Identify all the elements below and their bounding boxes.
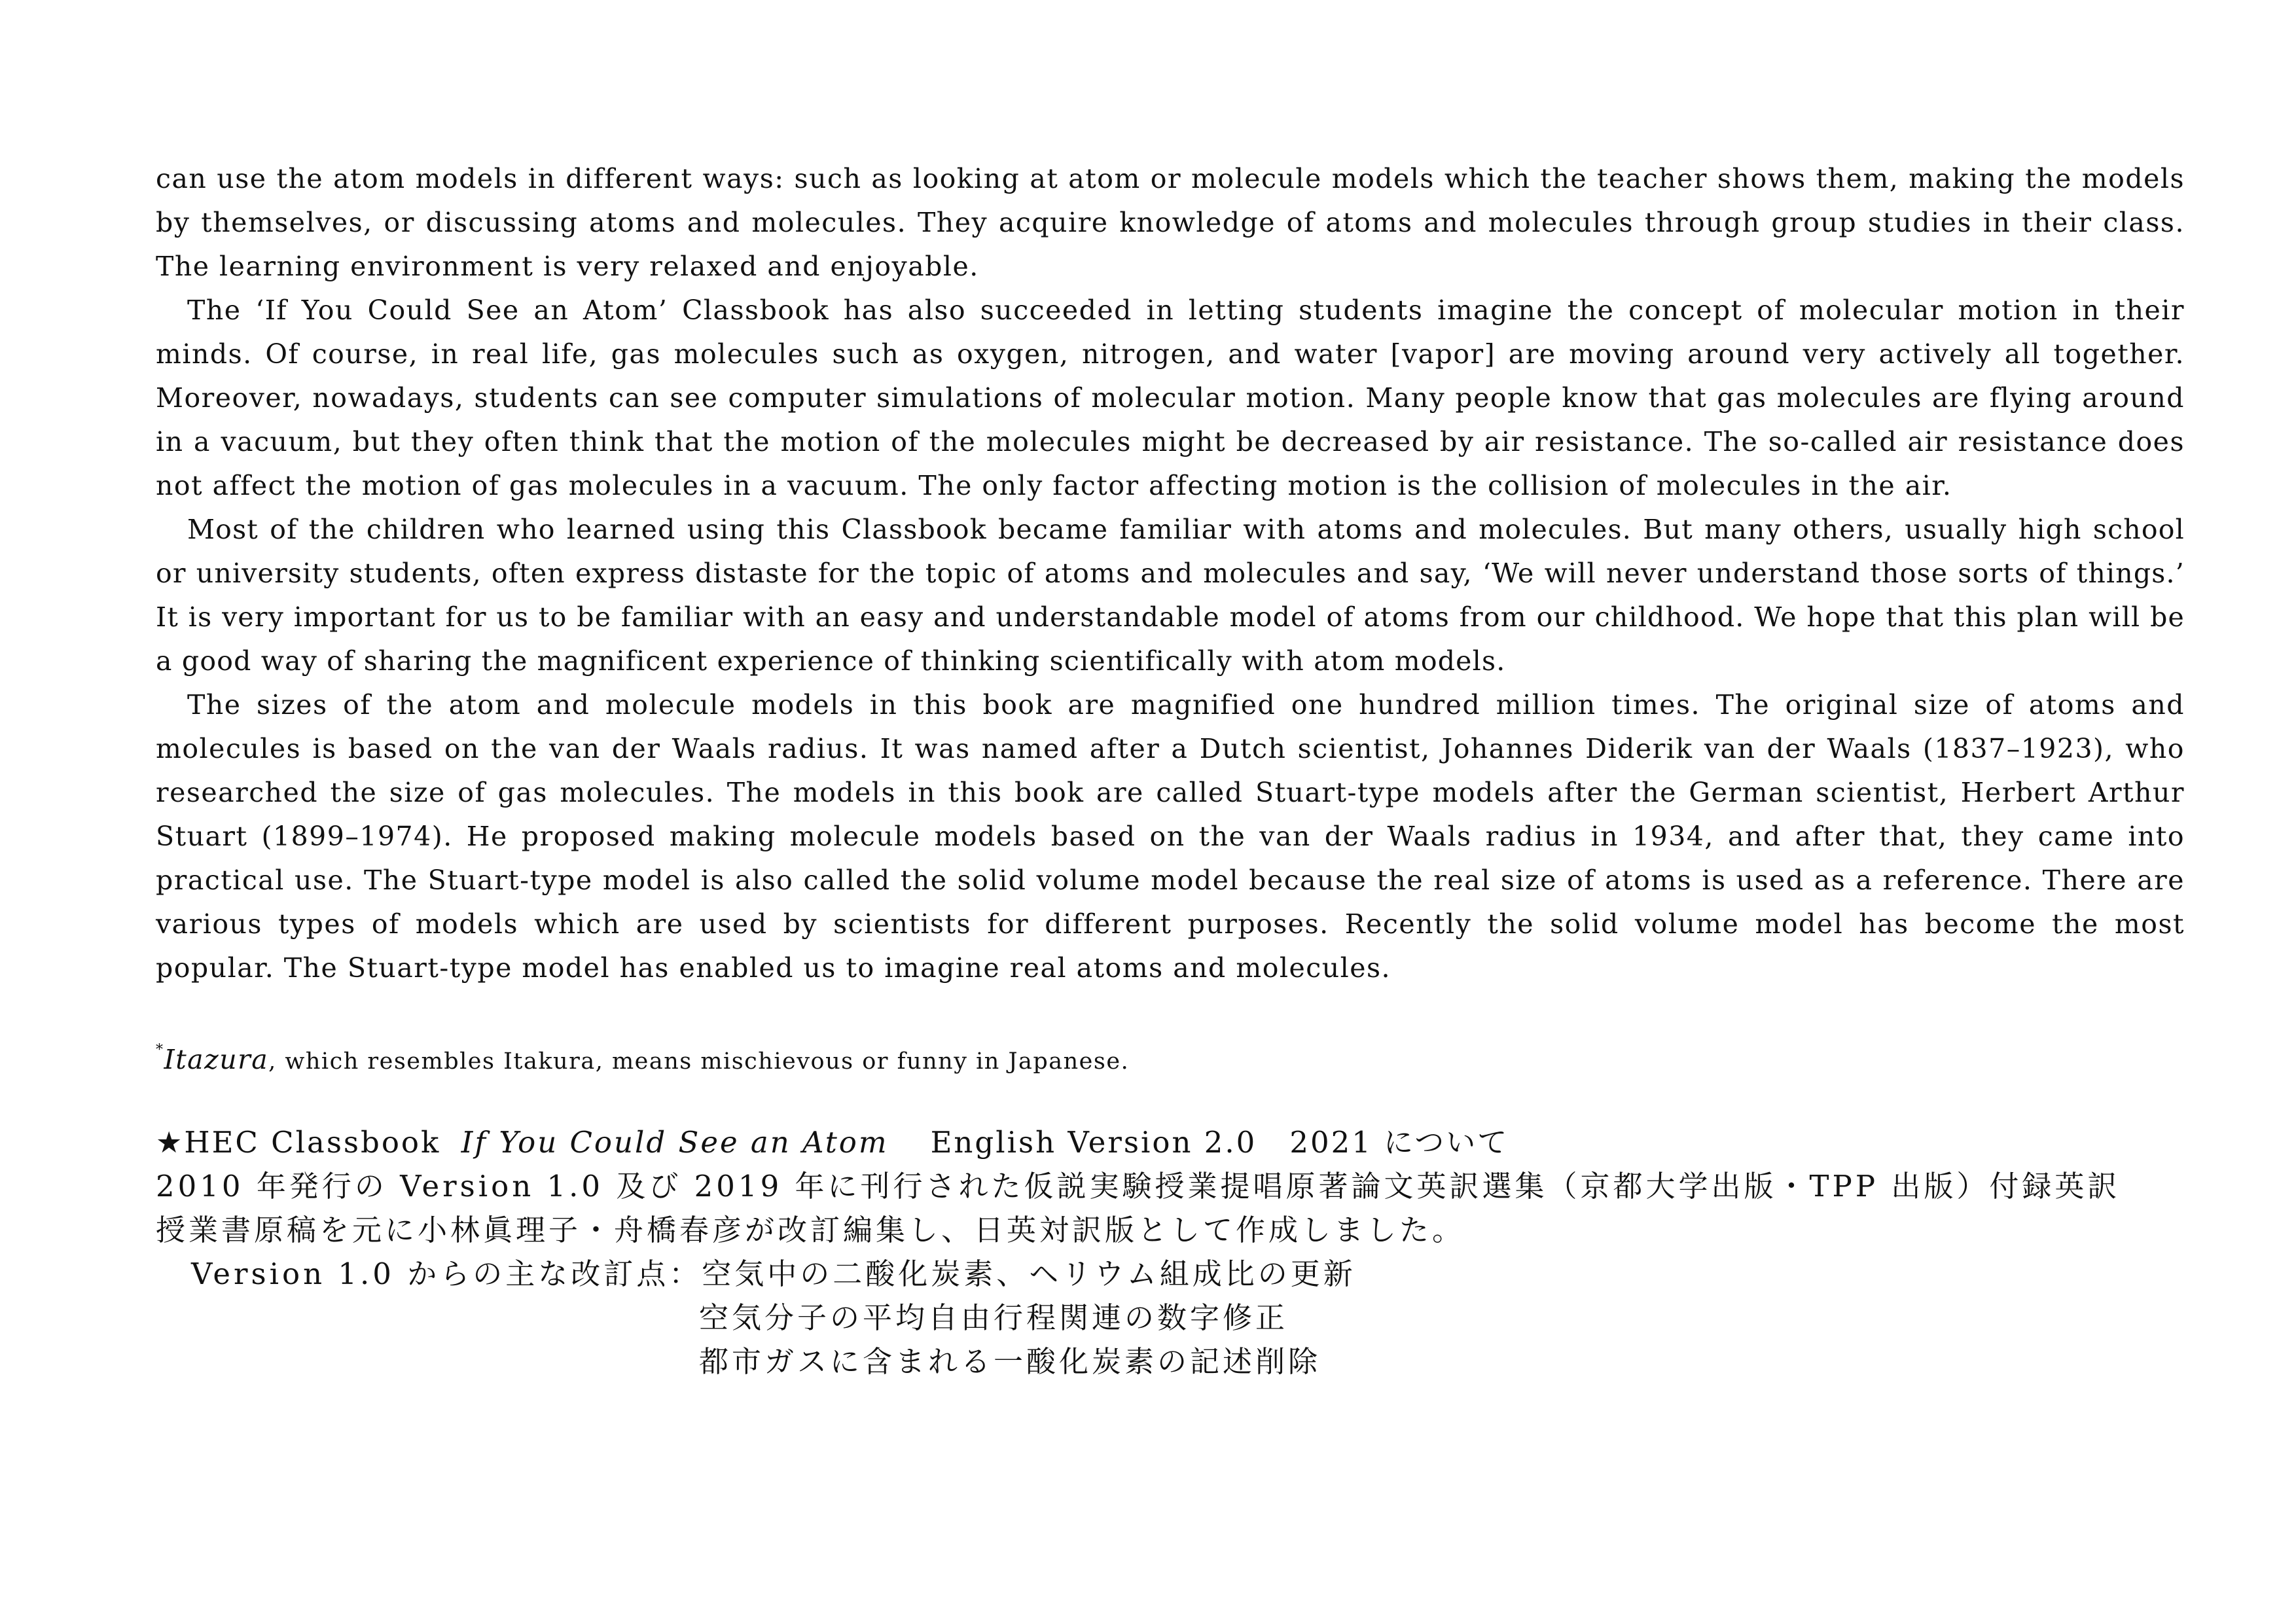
footnote-mark: * — [156, 1042, 164, 1058]
paragraph: The sizes of the atom and molecule models in this book are magnified one hundred million times. The original size of atoms and molecules is based on the van der Waals radius. It was named after a Dutch scientist, Johannes Diderik van der Waals (1837–1923), who researched the size of gas molecules. The models in this book are called Stuart-type models after the German scientist, Herbert Arthur Stuart (1899–1974). He proposed making molecule models based on the van der Waals radius in 1934, and after that, they came into practical use. The Stuart-type model is also called the solid volume model because the real size of atoms is used as a reference. There are various types of models which are used by scientists for different purposes. Recently the solid volume model has become the most popular. The Stuart-type model has enabled us to imagine real atoms and molecules. — [156, 689, 2185, 984]
revision-item: 都市ガスに含まれる一酸化炭素の記述削除 — [699, 1344, 1321, 1379]
edition-label: English Version 2.0 — [930, 1125, 1257, 1160]
paragraph: Most of the children who learned using this Classbook became familiar with atoms and molecules. But many others, usually high school or university students, often express distaste for the topic of atoms and molecules and say, ‘We will never understand those sorts of things.’ It is very important for us to be familiar with an easy and understandable model of atoms from our childhood. We hope that this plan will be a good way of sharing the magnificent experience of thinking scientifically with atom models. — [156, 514, 2185, 677]
footnote-text: , which resembles Itakura, means mischievous or funny in Japanese. — [268, 1048, 1130, 1075]
history-line: 2010 年発行の Version 1.0 及び 2019 年に刊行された仮説実験授業提唱原著論文英訳選集（京都大学出版・TPP 出版）付録英訳 — [156, 1169, 2121, 1204]
footnote-term: Itazura — [164, 1044, 269, 1075]
revisions-label: Version 1.0 からの主な改訂点： — [191, 1257, 702, 1291]
revision-row — [156, 1252, 2217, 1296]
paragraph: The ‘If You Could See an Atom’ Classbook has also succeeded in letting students imagine the concept of molecular motion in their minds. Of course, in real life, gas molecules such as oxygen, nitrogen, and water [vapor] are moving around very actively all together. Moreover, nowadays, students can see computer simulations of molecular motion. Many people know that gas molecules are flying around in a vacuum, but they often think that the motion of the molecules might be decreased by air resistance. The so-called air resistance does not affect the motion of gas molecules in a vacuum. The only factor affecting motion is the collision of molecules in the air. — [156, 294, 2185, 501]
book-title: If You Could See an Atom — [461, 1125, 889, 1160]
heading-prefix: ★HEC Classbook — [156, 1125, 441, 1160]
paragraph: can use the atom models in different ways: such as looking at atom or molecule models which the teacher shows them, making the models by themselves, or discussing atoms and molecules. They acquire knowledge of atoms and molecules through group studies in their class. The learning environment is very relaxed and enjoyable. — [156, 163, 2185, 282]
revision-item: 空気中の二酸化炭素、ヘリウム組成比の更新 — [702, 1257, 1356, 1291]
footnote — [156, 1034, 2119, 1078]
year-label: 2021 について — [1289, 1125, 1509, 1160]
version-notes — [156, 1120, 2217, 1383]
history-line: 授業書原稿を元に小林眞理子・舟橋春彦が改訂編集し、日英対訳版として作成しました。 — [156, 1213, 1465, 1247]
body-text — [156, 157, 2185, 990]
revision-item: 空気分子の平均自由行程関連の数字修正 — [699, 1300, 1289, 1335]
version-heading — [156, 1120, 2217, 1164]
